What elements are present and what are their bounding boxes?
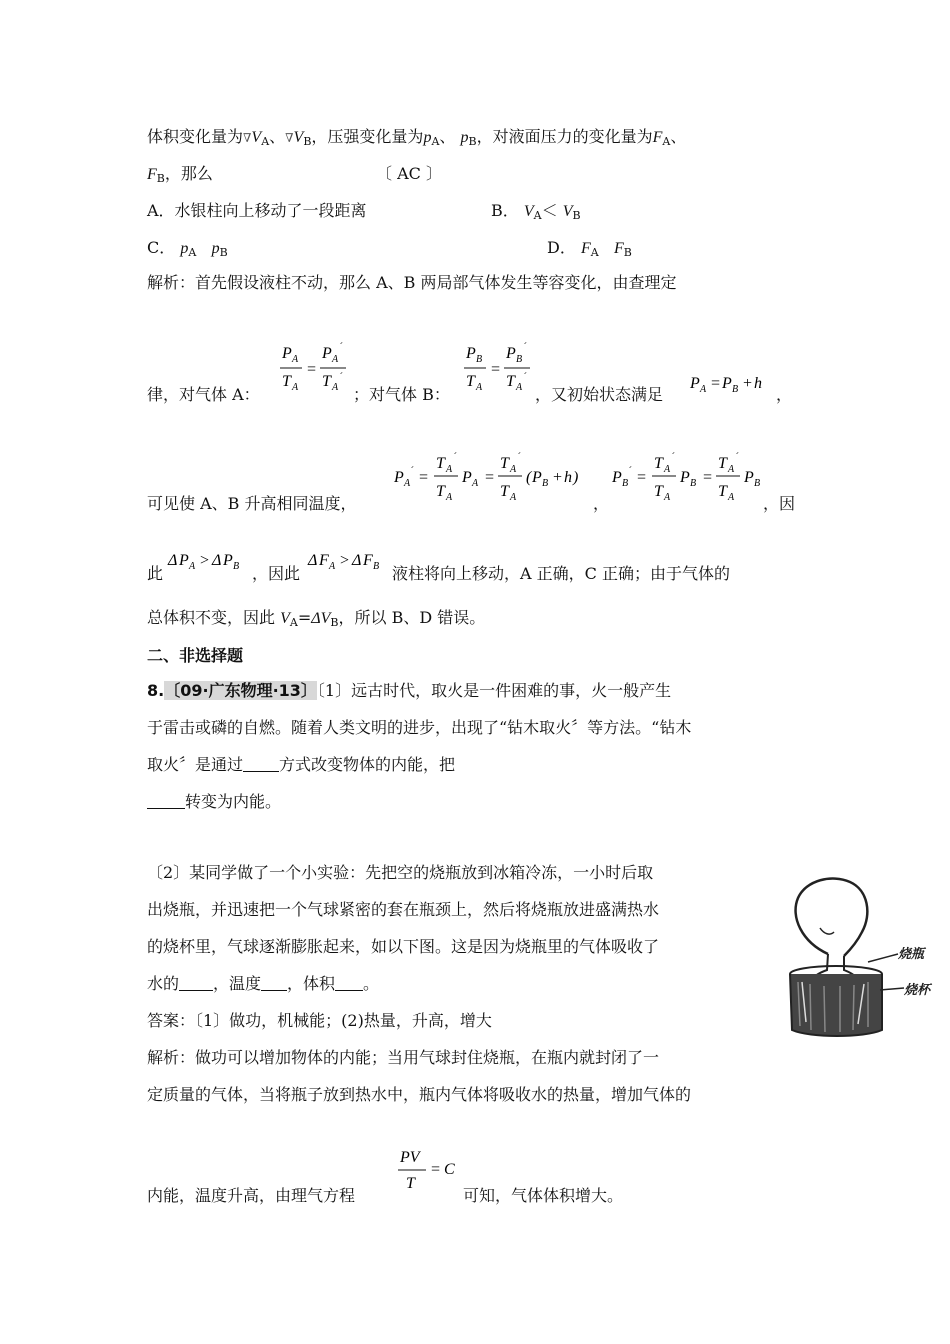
var-f: F: [147, 166, 157, 183]
svg-text:): ): [573, 469, 579, 486]
svg-text:A: A: [446, 492, 453, 503]
fill-blank[interactable]: [179, 974, 213, 991]
symbol-delta: ∇: [243, 131, 252, 145]
svg-text:P: P: [722, 375, 732, 392]
svg-text:A: A: [476, 382, 483, 393]
svg-text:Δ: Δ: [212, 552, 222, 569]
svg-text:´: ´: [453, 452, 457, 463]
svg-text:A: A: [404, 478, 411, 489]
analysis-line5: [147, 607, 485, 634]
sub: A: [289, 616, 298, 629]
symbol-delta: ∇: [285, 131, 294, 145]
svg-text:=: =: [306, 361, 317, 378]
text: =: [297, 608, 312, 627]
sub: A: [533, 209, 542, 222]
svg-text:=: =: [430, 1161, 441, 1178]
svg-text:F: F: [319, 552, 329, 569]
var: F: [613, 240, 624, 257]
sub: A: [590, 246, 599, 259]
svg-text:+: +: [742, 375, 753, 392]
op: ＜: [541, 201, 558, 220]
svg-text:=: =: [418, 469, 429, 486]
svg-text:P: P: [744, 469, 754, 486]
section-title: 二、非选择题: [147, 646, 244, 665]
text: 体积变化量为: [147, 127, 244, 146]
svg-text:´: ´: [523, 342, 527, 353]
svg-text:A: A: [446, 464, 453, 475]
sub-a: A: [431, 135, 440, 148]
text: 方式改变物体的内能，把: [279, 755, 456, 774]
question-intro-line1: [147, 126, 686, 153]
q8-part2-line3: 的烧杯里，气球逐渐膨胀起来，如以下图。这是因为烧瓶里的气体吸收了: [147, 937, 660, 956]
analysis-line2-d: ，: [776, 385, 793, 404]
option-a: A．水银柱向上移动了一段距离: [147, 201, 367, 220]
sub-b: B: [303, 135, 312, 148]
svg-text:PV: PV: [400, 1149, 420, 1166]
var: F: [580, 240, 591, 257]
svg-text:A: A: [510, 492, 517, 503]
analysis-line2-c: ，又初始状态满足: [535, 385, 664, 404]
svg-text:A: A: [700, 384, 707, 395]
sub: A: [188, 246, 197, 259]
formula-pb-prime: [610, 448, 770, 508]
svg-text:T: T: [718, 483, 727, 500]
text: 、: [670, 127, 687, 146]
q8-part2-line2: 出烧瓶，并迅速把一个气球紧密的套在瓶颈上，然后将烧瓶放进盛满热水: [147, 900, 660, 919]
svg-text:A: A: [664, 464, 671, 475]
svg-text:´: ´: [339, 342, 343, 353]
text: 、: [439, 127, 456, 146]
label: B．: [491, 201, 519, 220]
svg-text:P: P: [282, 345, 292, 362]
svg-text:A: A: [728, 464, 735, 475]
formula-charles-b: [462, 338, 537, 398]
sub: B: [330, 616, 339, 629]
svg-text:A: A: [516, 382, 523, 393]
svg-text:>: >: [199, 552, 210, 569]
text: 。: [363, 974, 380, 993]
analysis-line4-b: ，因此: [252, 564, 301, 583]
svg-text:=: =: [636, 469, 647, 486]
var: ΔV: [311, 610, 331, 627]
formula-delta-p: [166, 545, 251, 575]
svg-text:´: ´: [628, 466, 632, 477]
svg-text:>: >: [339, 552, 350, 569]
text: 取火〞是通过: [147, 755, 244, 774]
analysis2-line2: 定质量的气体，当将瓶子放到热水中，瓶内气体将吸收水的热量，增加气体的: [147, 1085, 692, 1104]
text: 水的: [147, 974, 180, 993]
svg-text:=: =: [710, 375, 721, 392]
var-v: V: [251, 129, 262, 146]
question-intro-line2: [147, 163, 213, 190]
option-d: [547, 237, 632, 264]
q8-line2: 于雷击或磷的自燃。随着人类文明的进步，出现了“钻木取火〞等方法。“钻木: [147, 718, 692, 737]
flask-beaker-figure: [780, 872, 945, 1042]
svg-text:T: T: [500, 483, 509, 500]
svg-text:T: T: [436, 483, 445, 500]
formula-pa-prime: [392, 448, 592, 508]
analysis-line1: 解析：首先假设液柱不动，那么 A、B 两局部气体发生等容变化，由查理定: [147, 273, 677, 292]
option-b: [491, 200, 581, 227]
sub-a: A: [662, 135, 671, 148]
svg-text:(: (: [526, 469, 532, 486]
analysis-line3-b: ，: [593, 494, 610, 513]
svg-text:=: =: [490, 361, 501, 378]
formula-charles-a: [278, 338, 353, 398]
svg-text:A: A: [664, 492, 671, 503]
svg-text:B: B: [373, 561, 380, 572]
q8-part2-line1: 〔2〕某同学做了一个小实验：先把空的烧瓶放到冰箱冷冻，一小时后取: [147, 863, 654, 882]
var: V: [523, 203, 534, 220]
analysis-line3-c: ，因: [763, 494, 796, 513]
svg-text:F: F: [363, 552, 373, 569]
analysis-line2-a: 律，对气体 A：: [147, 385, 260, 404]
svg-text:T: T: [500, 455, 509, 472]
var-p: p: [423, 129, 432, 146]
label-beaker: 烧杯: [904, 982, 931, 997]
label-flask: 烧瓶: [898, 946, 925, 961]
fill-blank[interactable]: [335, 974, 363, 991]
fill-blank[interactable]: [147, 792, 185, 809]
svg-text:A: A: [292, 354, 299, 365]
balloon-icon: [796, 879, 868, 956]
text: 、: [269, 127, 286, 146]
formula-delta-f: [306, 545, 391, 575]
question-source: 〔09·广东物理·13〕: [164, 681, 317, 700]
text: 总体积不变，因此: [147, 608, 281, 627]
svg-text:Δ: Δ: [308, 552, 318, 569]
sub-b: B: [156, 172, 165, 185]
var: V: [280, 610, 290, 627]
fill-blank[interactable]: [243, 755, 279, 772]
svg-text:P: P: [394, 469, 404, 486]
analysis-line4-a: 此: [147, 564, 164, 583]
svg-text:B: B: [542, 478, 549, 489]
svg-text:B: B: [732, 384, 739, 395]
sub-a: A: [261, 135, 270, 148]
sub: B: [572, 209, 581, 222]
var: V: [562, 203, 573, 220]
svg-text:B: B: [690, 478, 697, 489]
svg-text:T: T: [436, 455, 445, 472]
text: ，那么: [164, 164, 213, 183]
svg-text:A: A: [329, 561, 336, 572]
svg-text:P: P: [532, 469, 542, 486]
svg-text:=: =: [484, 469, 495, 486]
svg-text:P: P: [690, 375, 700, 392]
svg-text:Δ: Δ: [168, 552, 178, 569]
svg-text:T: T: [654, 455, 663, 472]
formula-initial-state: [688, 368, 778, 398]
svg-text:P: P: [466, 345, 476, 362]
svg-text:´: ´: [735, 452, 739, 463]
option-c: [147, 237, 228, 264]
svg-text:B: B: [754, 478, 761, 489]
svg-text:B: B: [233, 561, 240, 572]
var: p: [180, 240, 189, 257]
text: 〔1〕远古时代，取火是一件困难的事，火一般产生: [316, 681, 672, 700]
svg-text:B: B: [516, 354, 523, 365]
var-p: p: [460, 129, 469, 146]
beaker-icon: [790, 966, 882, 1036]
formula-ideal-gas: [396, 1142, 466, 1194]
sub: B: [623, 246, 632, 259]
svg-text:T: T: [654, 483, 663, 500]
svg-text:P: P: [612, 469, 622, 486]
svg-text:P: P: [506, 345, 516, 362]
svg-text:A: A: [292, 382, 299, 393]
svg-text:=: =: [702, 469, 713, 486]
svg-text:B: B: [622, 478, 629, 489]
var-v: V: [293, 129, 304, 146]
text: ，压强变化量为: [311, 127, 424, 146]
q8-line3: [147, 754, 455, 776]
svg-text:´: ´: [410, 466, 414, 477]
text: ，对液面压力的变化量为: [476, 127, 653, 146]
svg-text:A: A: [728, 492, 735, 503]
svg-text:C: C: [444, 1161, 455, 1178]
label: D．: [547, 238, 576, 257]
svg-text:T: T: [282, 373, 291, 390]
svg-text:B: B: [476, 354, 483, 365]
svg-text:´: ´: [517, 452, 521, 463]
svg-text:T: T: [718, 455, 727, 472]
svg-text:P: P: [179, 552, 189, 569]
analysis2-line1: 解析：做功可以增加物体的内能；当用气球封住烧瓶，在瓶内就封闭了一: [147, 1048, 660, 1067]
text: ，温度: [213, 974, 262, 993]
svg-text:h: h: [754, 375, 762, 392]
q8-line1: [147, 680, 671, 702]
q8-part2-line4: [147, 973, 379, 995]
analysis-line2-b: ；对气体 B：: [353, 385, 450, 404]
q8-line4: [147, 791, 281, 813]
svg-text:T: T: [506, 373, 515, 390]
question-number: 8.: [147, 681, 165, 700]
svg-text:´: ´: [523, 372, 527, 383]
svg-text:A: A: [189, 561, 196, 572]
analysis2-line3-b: 可知，气体体积增大。: [463, 1186, 624, 1205]
sub: B: [219, 246, 228, 259]
fill-blank[interactable]: [261, 974, 287, 991]
var: p: [211, 240, 220, 257]
svg-text:A: A: [510, 464, 517, 475]
var-f: F: [652, 129, 663, 146]
svg-text:h: h: [564, 469, 572, 486]
svg-text:´: ´: [339, 372, 343, 383]
answer-choice: 〔 AC 〕: [376, 164, 442, 183]
svg-text:A: A: [332, 354, 339, 365]
svg-text:P: P: [223, 552, 233, 569]
label: C．: [147, 238, 176, 257]
analysis-line4-c: 液柱将向上移动，A 正确，C 正确；由于气体的: [392, 564, 730, 583]
svg-text:T: T: [466, 373, 475, 390]
svg-text:A: A: [472, 478, 479, 489]
svg-text:A: A: [332, 382, 339, 393]
text: 转变为内能。: [185, 792, 282, 811]
text: ，体积: [287, 974, 336, 993]
text: ，所以 B、D 错误。: [338, 608, 486, 627]
sub-b: B: [468, 135, 477, 148]
svg-text:´: ´: [671, 452, 675, 463]
svg-text:P: P: [680, 469, 690, 486]
svg-text:+: +: [552, 469, 563, 486]
svg-text:T: T: [406, 1175, 415, 1192]
svg-text:Δ: Δ: [352, 552, 362, 569]
svg-text:P: P: [462, 469, 472, 486]
analysis2-line3-a: 内能，温度升高，由理气方程: [147, 1186, 356, 1205]
svg-text:P: P: [322, 345, 332, 362]
analysis-line3-a: 可见使 A、B 升高相同温度，: [147, 494, 357, 513]
svg-text:T: T: [322, 373, 331, 390]
answer-line: 答案：〔1〕做功，机械能；(2)热量，升高，增大: [147, 1011, 492, 1030]
